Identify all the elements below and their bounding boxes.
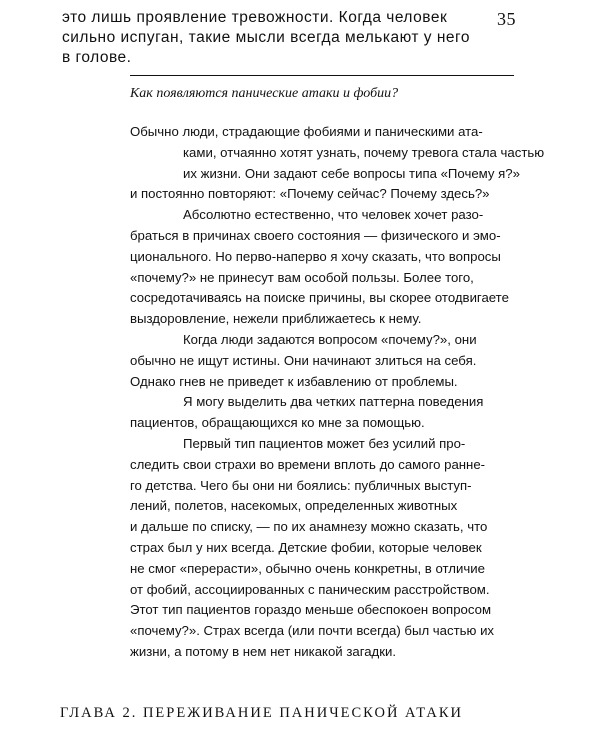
paragraph bbox=[130, 122, 545, 205]
paragraph bbox=[130, 330, 522, 392]
text-line: ционального. Но перво-наперво я хочу сказать, что вопросы bbox=[130, 248, 501, 264]
text-line: Я могу выделить два четких паттерна поведения bbox=[183, 394, 484, 410]
text-line: ками, отчаянно хотят узнать, почему тревога стала частью bbox=[183, 144, 545, 160]
text-line: браться в причинах своего состояния — физического и эмо- bbox=[130, 227, 501, 243]
text-line: обычно не ищут истины. Они начинают злиться на себя. bbox=[130, 352, 477, 368]
text-line: Первый тип пациентов может без усилий про- bbox=[183, 435, 466, 451]
text-line: не смог «перерасти», обычно очень конкретны, в отличие bbox=[130, 560, 485, 576]
text-line: это лишь проявление тревожности. Когда человек bbox=[62, 9, 448, 26]
text-line: в голове. bbox=[62, 49, 132, 66]
text-line: выздоровление, нежели приближаетесь к нему. bbox=[130, 311, 422, 327]
text-line: от фобий, ассоциированных с паническим расстройством. bbox=[130, 581, 490, 597]
body-text bbox=[130, 122, 545, 663]
text-line: жизни, а потому в нем нет никакой загадки. bbox=[130, 643, 397, 659]
paragraph bbox=[130, 205, 522, 330]
text-line: их жизни. Они задают себе вопросы типа «Почему я?» bbox=[183, 165, 520, 181]
text-line: сосредотачиваясь на поиске причины, вы скорее отодвигаете bbox=[130, 290, 509, 306]
continued-text bbox=[62, 8, 482, 68]
text-line: Абсолютно естественно, что человек хочет разо- bbox=[183, 207, 484, 223]
text-line: Однако гнев не приведет к избавлению от проблемы. bbox=[130, 373, 458, 389]
page-number: 35 bbox=[497, 9, 516, 29]
text-line: «почему?» не принесут вам особой пользы. Более того, bbox=[130, 269, 474, 285]
paragraph bbox=[130, 434, 522, 663]
text-line: и дальше по списку, — по их анамнезу можно сказать, что bbox=[130, 519, 488, 535]
text-line: страх был у них всегда. Детские фобии, которые человек bbox=[130, 539, 482, 555]
section-heading: Как появляются панические атаки и фобии? bbox=[130, 86, 399, 101]
text-line: «почему?». Страх всегда (или почти всегда) был частью их bbox=[130, 623, 495, 639]
text-line: и постоянно повторяют: «Почему сейчас? Почему здесь?» bbox=[130, 186, 490, 202]
chapter-footer: ГЛАВА 2. ПЕРЕЖИВАНИЕ ПАНИЧЕСКОЙ АТАКИ bbox=[60, 705, 463, 721]
text-line: Обычно люди, страдающие фобиями и паническими ата- bbox=[130, 124, 483, 139]
text-line: следить свои страхи во времени вплоть до самого ранне- bbox=[130, 456, 486, 472]
text-line: сильно испуган, такие мысли всегда мелькают у него bbox=[62, 29, 470, 46]
text-line: пациентов, обращающихся ко мне за помощью. bbox=[130, 415, 425, 431]
text-line: Этот тип пациентов гораздо меньше обеспокоен вопросом bbox=[130, 602, 492, 618]
section-divider bbox=[130, 75, 514, 76]
paragraph bbox=[130, 392, 522, 434]
text-line: го детства. Чего бы они ни боялись: публичных выступ- bbox=[130, 477, 472, 493]
text-line: лений, полетов, насекомых, определенных животных bbox=[130, 498, 458, 514]
text-line: Когда люди задаются вопросом «почему?», они bbox=[183, 331, 477, 347]
